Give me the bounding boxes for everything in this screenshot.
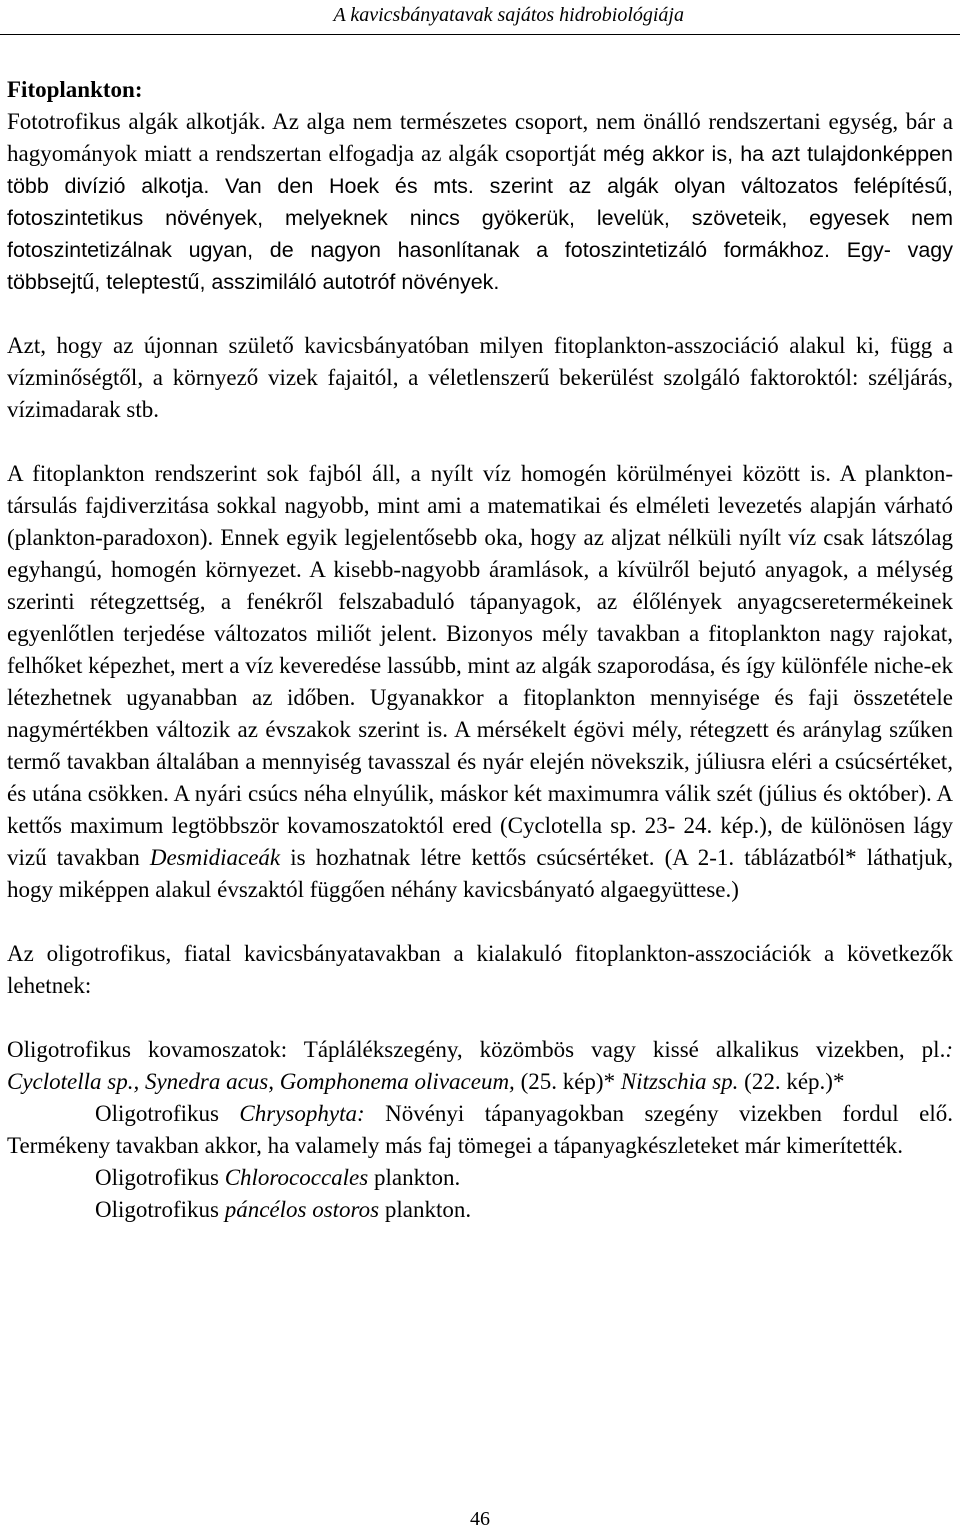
chlorococcales-text-b: plankton. (368, 1165, 461, 1190)
paragraph-association: Azt, hogy az újonnan születő kavicsbányatóban milyen fitoplankton-asszociáció alakul ki, függ a vízminőségtől, a környező vizek fajaitól, a véletlenszerű bekerülést szolgáló faktoroktól: széljárás, vízimadarak stb. (7, 333, 953, 422)
running-header (0, 0, 960, 35)
dinoflagellates-text-b: plankton. (379, 1197, 472, 1222)
paragraph-chlorococcales (7, 1162, 953, 1194)
desmidiaceae-term: Desmidiaceák (149, 845, 281, 870)
intro-sans-text: még akkor is, ha azt tulajdonképpen több divízió alkotja. Van den Hoek és mts. szerint az algák olyan változatos felépítésű, fotoszintetikus növények, melyeknek nincs gyökerük, levelük, szöveteik, egyesek nem fotoszintetizálnak ugyan, de nagyon hasonlítanak a fotoszintetizáló formákhoz. Egy- vagy többsejtű, teleptestű, asszimiláló autotróf növények. (7, 142, 954, 294)
intro-serif-text: Fototrofikus algák alkotják. Az alga nem természetes csoport, nem önálló rendszertani egység, bár a hagyományok miatt a rendszertan elfogadja az algák csoportját (7, 109, 953, 166)
dinoflagellates-term: páncélos ostoros (224, 1197, 380, 1222)
paragraph-intro (7, 106, 953, 298)
dinoflagellates-text-a: Oligotrofikus (95, 1197, 225, 1222)
chrysophyta-text-a: Oligotrofikus (95, 1101, 240, 1126)
paragraph-diatoms (7, 1034, 953, 1098)
diversity-text-a: A fitoplankton rendszerint sok fajból áll, a nyílt víz homogén körülményei között is. A plankton-társulás fajdiverzitása sokkal nagyobb, mint ami a matematikai és elméleti levezetés alapján várható (plankton-paradoxon). Ennek egyik legjelentősebb oka, hogy az aljzat nélküli nyílt víz csak látszólag egyhangú, homogén környezet. A kisebb-nagyobb áramlások, a kívülről bejutó anyagok, a mélység szerinti rétegzettség, a fenékről felszabaduló tápanyagok, az élőlények anyagcseretermékeinek egyenlőtlen terjedése változatos miliőt jelent. Bizonyos mély tavakban a fitoplankton nagy rajokat, felhőket képezhet, mert a víz keveredése lassúbb, mint az algák szaporodása, és így különféle niche-ek létezhetnek ugyanabban az időben. Ugyanakkor a fitoplankton mennyisége és faji összetétele nagymértékben változik az évszakok szerint is. A mérsékelt égövi mély, rétegzett és aránylag szűken termő tavakban általában a mennyiség tavasszal és nyár elején növekszik, júliusra eléri a csúcsértéket, és utána csökken. A nyári csúcs néha elnyúlik, máskor két maximumra válik szét (július és október). A kettős maximum legtöbbször kovamoszatoktól ered (Cyclotella sp. 23- 24. kép.), de különösen lágy vizű tavakban (7, 461, 953, 870)
chrysophyta-text-b: Növényi tápanyagokban szegény vizekben fordul elő. Termékeny tavakban akkor, ha valamely más faj tömegei a tápanyagkészleteket már kimerítették. (7, 1101, 953, 1158)
paragraph-diversity (7, 458, 953, 906)
diatoms-text-c: (22. kép.)* (738, 1069, 845, 1094)
diversity-text-b: is hozhatnak létre kettős csúcsértéket. (A 2-1. táblázatból* láthatjuk, hogy miképpen alakul évszaktól függően néhány kavicsbányató algaegyüttese.) (7, 845, 953, 902)
chlorococcales-term: Chlorococcales (224, 1165, 369, 1190)
diatoms-species: : Cyclotella sp., Synedra acus, Gomphonema olivaceum, (7, 1037, 953, 1094)
page-body (7, 74, 953, 1226)
section-heading: Fitoplankton: (7, 77, 143, 102)
chrysophyta-term: Chrysophyta: (239, 1101, 365, 1126)
chlorococcales-text-a: Oligotrofikus (95, 1165, 225, 1190)
paragraph-chrysophyta (7, 1098, 953, 1162)
nitzschia-species: Nitzschia sp. (620, 1069, 739, 1094)
running-title: A kavicsbányatavak sajátos hidrobiológiája (333, 4, 684, 26)
paragraph-dinoflagellates (7, 1194, 953, 1226)
diatoms-text-b: (25. kép)* (514, 1069, 621, 1094)
paragraph-oligotrophic-intro: Az oligotrofikus, fiatal kavicsbányatavakban a kialakuló fitoplankton-asszociációk a következők lehetnek: (7, 941, 953, 998)
diatoms-text-a: Oligotrofikus kovamoszatok: Táplálékszegény, közömbös vagy kissé alkalikus vizekben, pl. (7, 1037, 946, 1062)
page-number: 46 (470, 1508, 490, 1530)
